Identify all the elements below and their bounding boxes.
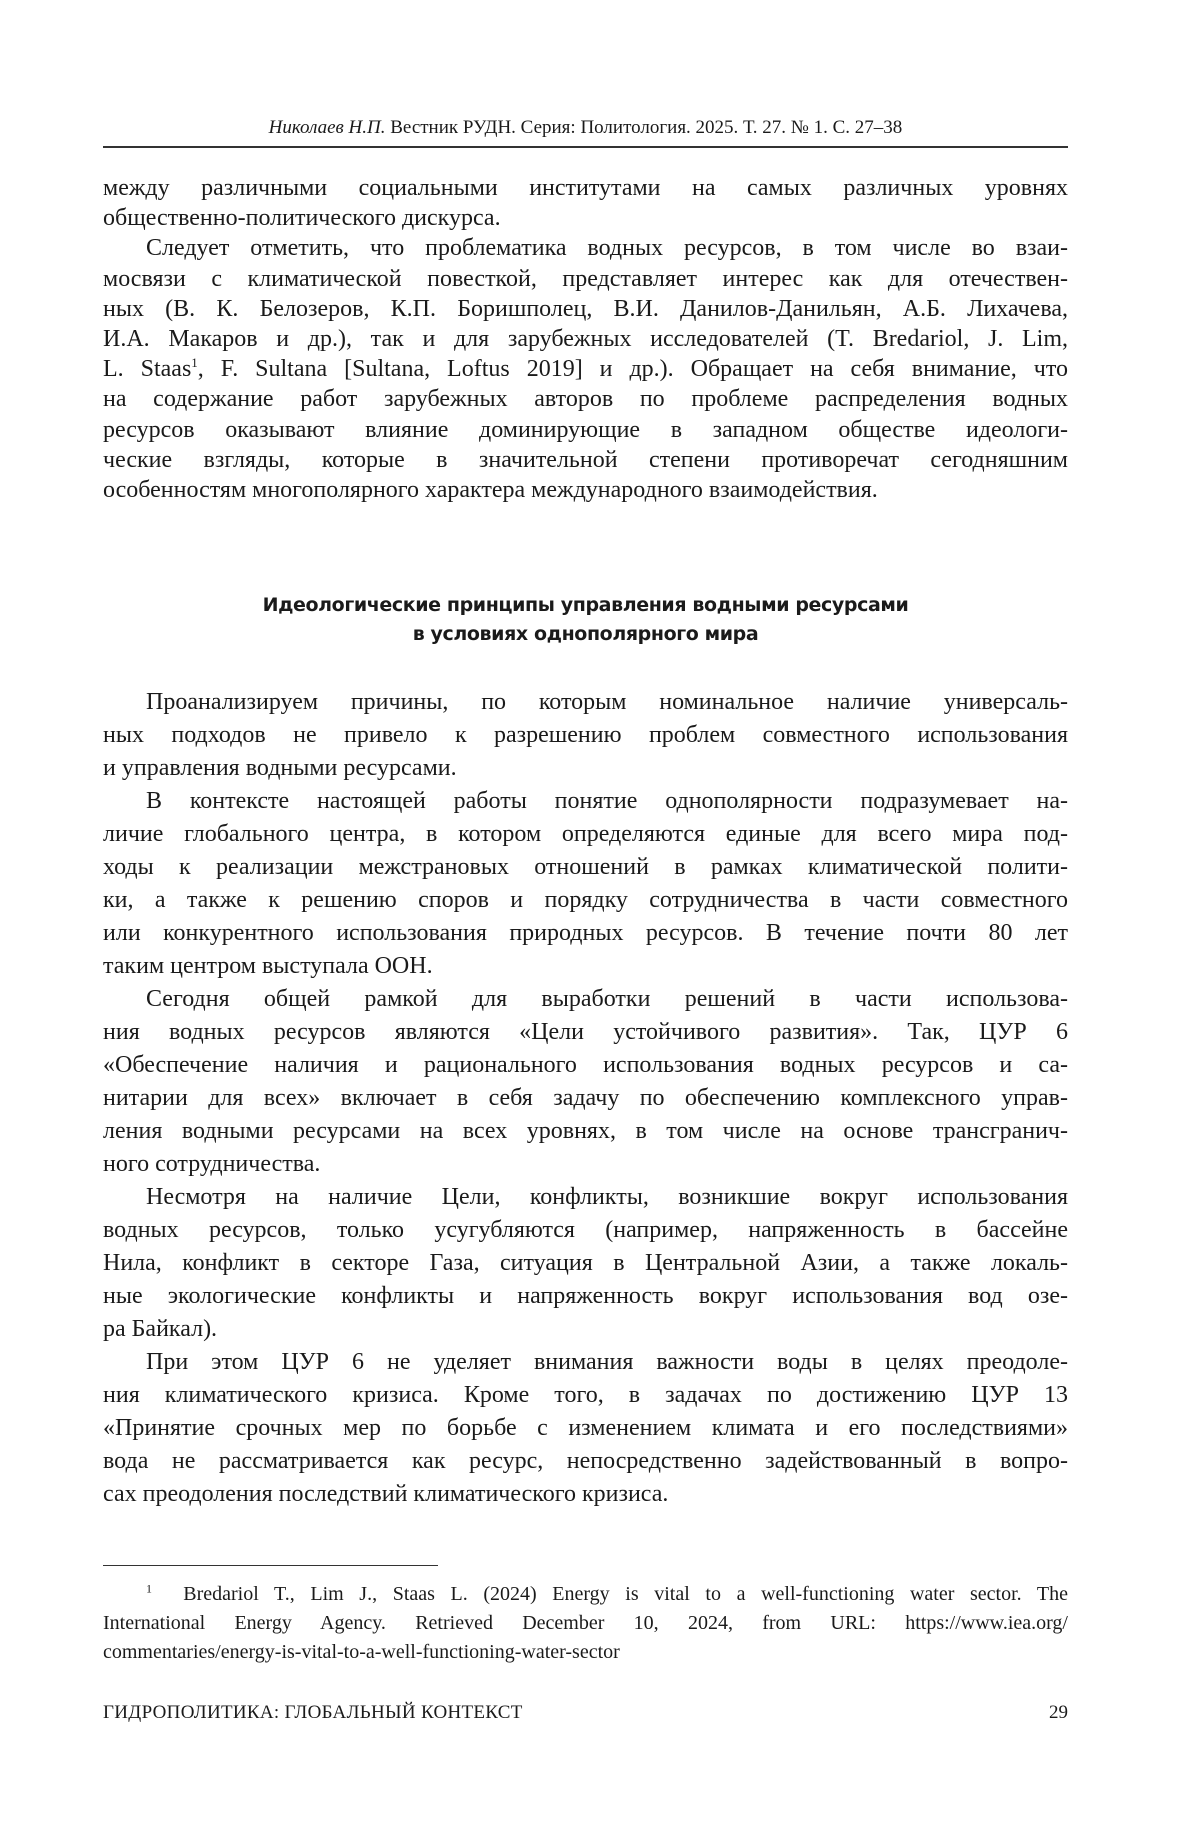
paragraph [103,173,1068,233]
text-line: вода не рассматривается как ресурс, непосредственно задействованный в вопро- [103,1445,1068,1478]
text-line: на содержание работ зарубежных авторов по проблеме распределения водных [103,384,1068,414]
text-line: ческие взгляды, которые в значительной степени противоречат сегодняшним [103,445,1068,475]
paragraph [103,686,1068,785]
text-line: ные экологические конфликты и напряженность вокруг использования вод озе- [103,1280,1068,1313]
text-line: нитарии для всех» включает в себя задачу по обеспечению комплексного управ- [103,1082,1068,1115]
footnote-line [103,1580,1068,1609]
text-line: ра Байкал). [103,1313,1068,1346]
running-header [103,114,1068,142]
paragraph [103,1181,1068,1346]
section-heading-line: Идеологические принципы управления водными ресурсами [103,591,1068,620]
text-line: сах преодоления последствий климатического кризиса. [103,1478,1068,1511]
text-line: ния климатического кризиса. Кроме того, в задачах по достижению ЦУР 13 [103,1379,1068,1412]
page-number: 29 [1049,1700,1068,1726]
text-line: ния водных ресурсов являются «Цели устойчивого развития». Так, ЦУР 6 [103,1016,1068,1049]
footnote-reference: 1 [191,355,198,370]
text-segment: L. Staas [103,356,191,382]
header-citation: Вестник РУДН. Серия: Политология. 2025. Т. 27. № 1. С. 27–38 [385,117,902,138]
footnote-line: International Energy Agency. Retrieved December 10, 2024, from URL: https://www.iea.org/ [103,1609,1068,1638]
text-line: ных подходов не привело к разрешению проблем совместного использования [103,719,1068,752]
footnote-marker: 1 [146,1581,152,1595]
section-heading [103,591,1068,649]
paragraph [103,785,1068,983]
footer-title: ГИДРОПОЛИТИКА: ГЛОБАЛЬНЫЙ КОНТЕКСТ [103,1700,523,1726]
text-line: таким центром выступала ООН. [103,950,1068,983]
text-segment: , F. Sultana [Sultana, Loftus 2019] и др.). Обращает на себя внимание, что [198,356,1068,382]
text-line: ресурсов оказывают влияние доминирующие в западном обществе идеологи- [103,415,1068,445]
text-line: И.А. Макаров и др.), так и для зарубежных исследователей (T. Bredariol, J. Lim, [103,324,1068,354]
text-line: между различными социальными институтами на самых различных уровнях [103,173,1068,203]
text-line: ки, а также к решению споров и порядку сотрудничества в части совместного [103,884,1068,917]
paragraph [103,233,1068,505]
text-line: особенностям многополярного характера международного взаимодействия. [103,475,1068,505]
footnote-text: Bredariol T., Lim J., Staas L. (2024) Energy is vital to a well-functioning water sector. The [183,1583,1068,1605]
text-line: и управления водными ресурсами. [103,752,1068,785]
paragraph [103,1346,1068,1511]
paragraph [103,983,1068,1181]
text-line: ходы к реализации межстрановых отношений в рамках климатической полити- [103,851,1068,884]
header-divider [103,146,1068,148]
body-text-top [103,173,1068,505]
text-line: «Обеспечение наличия и рационального использования водных ресурсов и са- [103,1049,1068,1082]
text-line: водных ресурсов, только усугубляются (например, напряженность в бассейне [103,1214,1068,1247]
text-line: Сегодня общей рамкой для выработки решений в части использова- [103,983,1068,1016]
section-heading-line: в условиях однополярного мира [103,620,1068,649]
footnote-divider [103,1565,438,1566]
body-text-bottom [103,686,1068,1511]
text-line: мосвязи с климатической повесткой, представляет интерес как для отечествен- [103,264,1068,294]
text-line: Нила, конфликт в секторе Газа, ситуация в Центральной Азии, а также локаль- [103,1247,1068,1280]
text-line: ных (В. К. Белозеров, К.П. Боришполец, В.И. Данилов-Данильян, А.Б. Лихачева, [103,294,1068,324]
text-line: В контексте настоящей работы понятие однополярности подразумевает на- [103,785,1068,818]
header-author: Николаев Н.П. [269,117,386,138]
footnote-line: commentaries/energy-is-vital-to-a-well-functioning-water-sector [103,1638,1068,1667]
text-line: Несмотря на наличие Цели, конфликты, возникшие вокруг использования [103,1181,1068,1214]
text-line: или конкурентного использования природных ресурсов. В течение почти 80 лет [103,917,1068,950]
footnote [103,1580,1068,1667]
text-line: личие глобального центра, в котором определяются единые для всего мира под- [103,818,1068,851]
text-line: Следует отметить, что проблематика водных ресурсов, в том числе во взаи- [103,233,1068,263]
text-line: ления водными ресурсами на всех уровнях, в том числе на основе трансгранич- [103,1115,1068,1148]
text-line: «Принятие срочных мер по борьбе с изменением климата и его последствиями» [103,1412,1068,1445]
text-line: Проанализируем причины, по которым номинальное наличие универсаль- [103,686,1068,719]
text-line: ного сотрудничества. [103,1148,1068,1181]
text-line: общественно-политического дискурса. [103,203,1068,233]
text-line: При этом ЦУР 6 не уделяет внимания важности воды в целях преодоле- [103,1346,1068,1379]
text-line [103,354,1068,384]
